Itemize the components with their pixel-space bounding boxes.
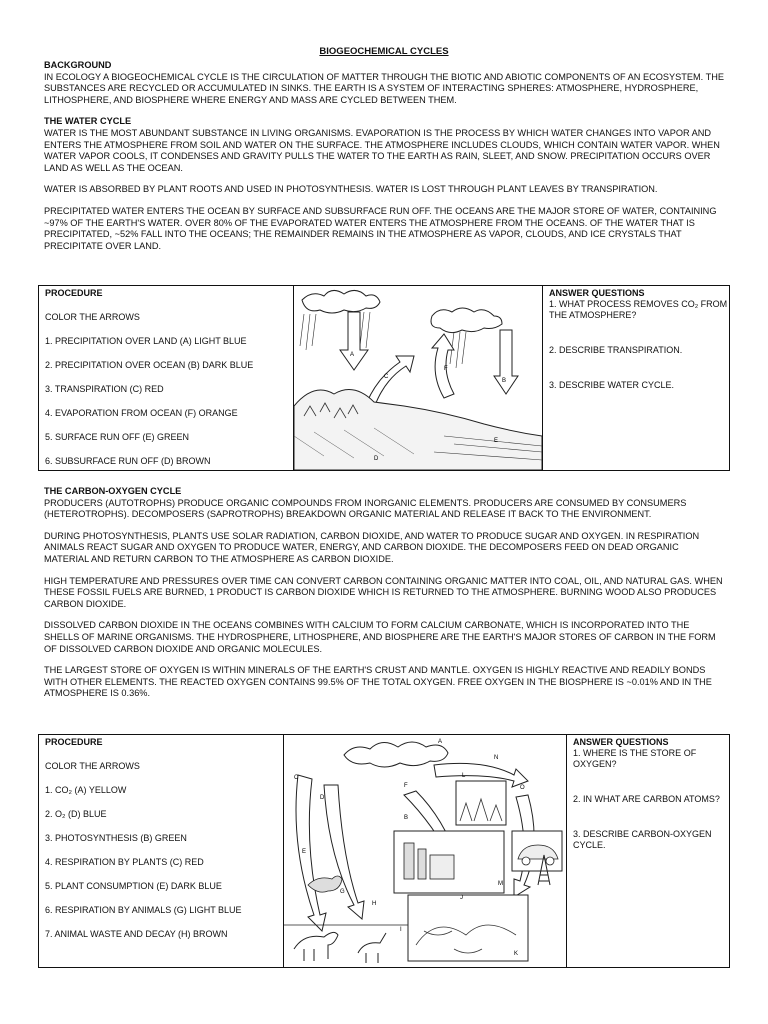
carbon-question: 2. IN WHAT ARE CARBON ATOMS? [573,794,720,804]
diagram-label: B [502,378,507,384]
carbon-answers-cell [567,735,730,968]
water-cycle-heading: THE WATER CYCLE [44,116,132,127]
diagram-label: O [520,785,525,791]
carbon-procedure-item: 6. RESPIRATION BY ANIMALS (G) LIGHT BLUE [45,905,242,915]
diagram-label: F [444,366,448,372]
diagram-label: F [404,783,408,789]
diagram-label: L [462,773,466,779]
carbon-oxygen-section [44,486,726,710]
carbon-procedure-item: 2. O₂ (D) BLUE [45,809,107,819]
water-answers-cell [543,286,730,471]
diagram-label: K [514,951,519,957]
diagram-label: A [350,352,355,358]
carbon-cycle-diagram [284,735,566,967]
background-text: IN ECOLOGY A BIOGEOCHEMICAL CYCLE IS THE CIRCULATION OF MATTER THROUGH THE BIOTIC AND ABIOTIC COMPONENTS OF AN ECOSYSTEM. THE SUBSTANCES ARE RECYCLED OR ACCUMULATED IN SINKS. THE EARTH IS A SYSTEM OF INTERACTING SPHERES: ATMOSPHERE, HYDROSPHERE, LITHOSPHERE, AND BIOSPHERE WHERE ENERGY AND MASS ARE CYCLED BETWEEN THEM. [44,71,724,105]
diagram-label: B [404,815,409,821]
carbon-cycle-heading: THE CARBON-OXYGEN CYCLE [44,486,182,496]
water-cycle-paragraph-1: WATER IS THE MOST ABUNDANT SUBSTANCE IN LIVING ORGANISMS. EVAPORATION IS THE PROCESS BY WHICH WATER CHANGES INTO VAPOR AND ENTERS THE ATMOSPHERE FROM SOIL AND WATER ON THE SURFACE. THE ATMOSPHERE INCLUDES CLOUDS, WHICH CONTAIN WATER VAPOR. WHEN WATER VAPOR COOLS, IT CONDENSES AND GRAVITY PULLS THE WATER TO THE EARTH AS RAIN, SLEET, AND SNOW. PRECIPITATION OCCURS OVER LAND AS WELL AS THE OCEAN. [44,127,720,173]
water-cycle-paragraph-2: WATER IS ABSORBED BY PLANT ROOTS AND USED IN PHOTOSYNTHESIS. WATER IS LOST THROUGH PLANT LEAVES BY TRANSPIRATION. [44,184,658,195]
carbon-procedure-item: 4. RESPIRATION BY PLANTS (C) RED [45,857,204,867]
diagram-label: C [294,775,299,781]
water-cycle-diagram [294,286,542,470]
water-procedure-heading: PROCEDURE [45,288,103,298]
water-cycle-diagram-cell [294,286,543,471]
diagram-label: H [372,901,377,907]
water-procedure-cell [39,286,294,471]
carbon-procedure-item: 1. CO₂ (A) YELLOW [45,785,127,795]
carbon-procedure-item: 3. PHOTOSYNTHESIS (B) GREEN [45,833,187,843]
water-procedure-item: 2. PRECIPITATION OVER OCEAN (B) DARK BLUE [45,360,254,370]
carbon-cycle-paragraph-2: DURING PHOTOSYNTHESIS, PLANTS USE SOLAR RADIATION, CARBON DIOXIDE, AND WATER TO PRODUCE SUGAR AND OXYGEN. IN RESPIRATION ANIMALS REACT SUGAR AND OXYGEN TO PRODUCE WATER, ENERGY, AND CARBON DIOXIDE. THE DECOMPOSERS FEED ON DEAD ORGANIC MATERIAL AND RETURN CARBON TO THE ATMOSPHERE AS CARBON DIOXIDE. [44,530,700,564]
carbon-question: 3. DESCRIBE CARBON-OXYGEN CYCLE. [573,829,712,850]
carbon-cycle-table [38,734,730,968]
carbon-answers-heading: ANSWER QUESTIONS [573,737,669,747]
diagram-label: G [340,889,345,895]
diagram-label: M [498,881,503,887]
diagram-label: D [374,456,379,462]
carbon-procedure-item: 7. ANIMAL WASTE AND DECAY (H) BROWN [45,929,228,939]
water-answers-heading: ANSWER QUESTIONS [549,288,645,298]
water-procedure-item: 4. EVAPORATION FROM OCEAN (F) ORANGE [45,408,238,418]
carbon-procedure-cell [39,735,284,968]
water-procedure-item: 3. TRANSPIRATION (C) RED [45,384,164,394]
diagram-label: E [494,438,499,444]
diagram-label: D [320,795,325,801]
carbon-cycle-paragraph-1: PRODUCERS (AUTOTROPHS) PRODUCE ORGANIC COMPOUNDS FROM INORGANIC ELEMENTS. PRODUCERS ARE CONSUMED BY CONSUMERS (HETEROTROPHS). DECOMPOSERS (SAPROTROPHS) BREAKDOWN ORGANIC MATERIAL AND RELEASE IT BACK TO THE ENVIRONMENT. [44,497,687,520]
carbon-cycle-paragraph-5: THE LARGEST STORE OF OXYGEN IS WITHIN MINERALS OF THE EARTH'S CRUST AND MANTLE. OXYGEN IS HIGHLY REACTIVE AND READILY BONDS WITH OTHER ELEMENTS. THE REACTED OXYGEN CONTAINS 99.5% OF THE TOTAL OXYGEN. FREE OXYGEN IN THE BIOSPHERE IS ~0.01% AND IN THE ATMOSPHERE IS 0.36%. [44,665,712,699]
carbon-procedure-item: 5. PLANT CONSUMPTION (E) DARK BLUE [45,881,222,891]
carbon-cycle-paragraph-4: DISSOLVED CARBON DIOXIDE IN THE OCEANS COMBINES WITH CALCIUM TO FORM CALCIUM CARBONATE, WHICH IS INCORPORATED INTO THE SHELLS OF MARINE ORGANISMS. THE HYDROSPHERE, LITHOSPHERE, AND BIOSPHERE ARE THE EARTH'S MAJOR STORES OF CARBON IN THE FORM OF DISSOLVED CARBON DIOXIDE AND ORGANIC MOLECULES. [44,620,716,654]
water-question: 1. WHAT PROCESS REMOVES CO₂ FROM THE ATMOSPHERE? [549,299,728,320]
page-title: BIOGEOCHEMICAL CYCLES [319,46,449,57]
carbon-procedure-heading: PROCEDURE [45,737,103,747]
water-question: 3. DESCRIBE WATER CYCLE. [549,380,675,390]
carbon-cycle-diagram-cell [284,735,567,968]
water-procedure-instruction: COLOR THE ARROWS [45,312,140,322]
diagram-label: I [400,927,402,933]
diagram-label: E [302,849,307,855]
water-cycle-paragraph-3: PRECIPITATED WATER ENTERS THE OCEAN BY SURFACE AND SUBSURFACE RUN OFF. THE OCEANS ARE THE MAJOR STORE OF WATER, CONTAINING ~97% OF THE EARTH'S WATER. OVER 80% OF THE EVAPORATED WATER ENTERS THE ATMOSPHERE FROM THE OCEANS. OF THE WATER THAT IS PRECIPITATED, ~52% FALL INTO THE OCEANS; THE REMAINDER REMAINS IN THE ATMOSPHERE AS VAPOR, CLOUDS, AND ICE CRYSTALS THAT PRECIPITATE OVER LAND. [44,205,717,251]
carbon-procedure-instruction: COLOR THE ARROWS [45,761,140,771]
background-heading: BACKGROUND [44,60,112,70]
water-procedure-item: 5. SURFACE RUN OFF (E) GREEN [45,432,190,442]
water-question: 2. DESCRIBE TRANSPIRATION. [549,345,683,355]
carbon-cycle-paragraph-3: HIGH TEMPERATURE AND PRESSURES OVER TIME CAN CONVERT CARBON CONTAINING ORGANIC MATTER INTO COAL, OIL, AND NATURAL GAS. WHEN THESE FOSSIL FUELS ARE BURNED, 1 PRODUCT IS CARBON DIOXIDE WHICH IS RETURNED TO THE ATMOSPHERE. BURNING WOOD ALSO PRODUCES CARBON DIOXIDE. [44,575,723,609]
carbon-question: 1. WHERE IS THE STORE OF OXYGEN? [573,748,697,769]
diagram-label: J [460,895,463,901]
background-section [44,60,726,262]
water-procedure-item: 1. PRECIPITATION OVER LAND (A) LIGHT BLUE [45,336,247,346]
water-procedure-item: 6. SUBSURFACE RUN OFF (D) BROWN [45,456,211,466]
diagram-label: N [494,755,499,761]
diagram-label: C [384,374,389,380]
diagram-label: A [438,739,443,745]
water-cycle-table [38,285,730,471]
